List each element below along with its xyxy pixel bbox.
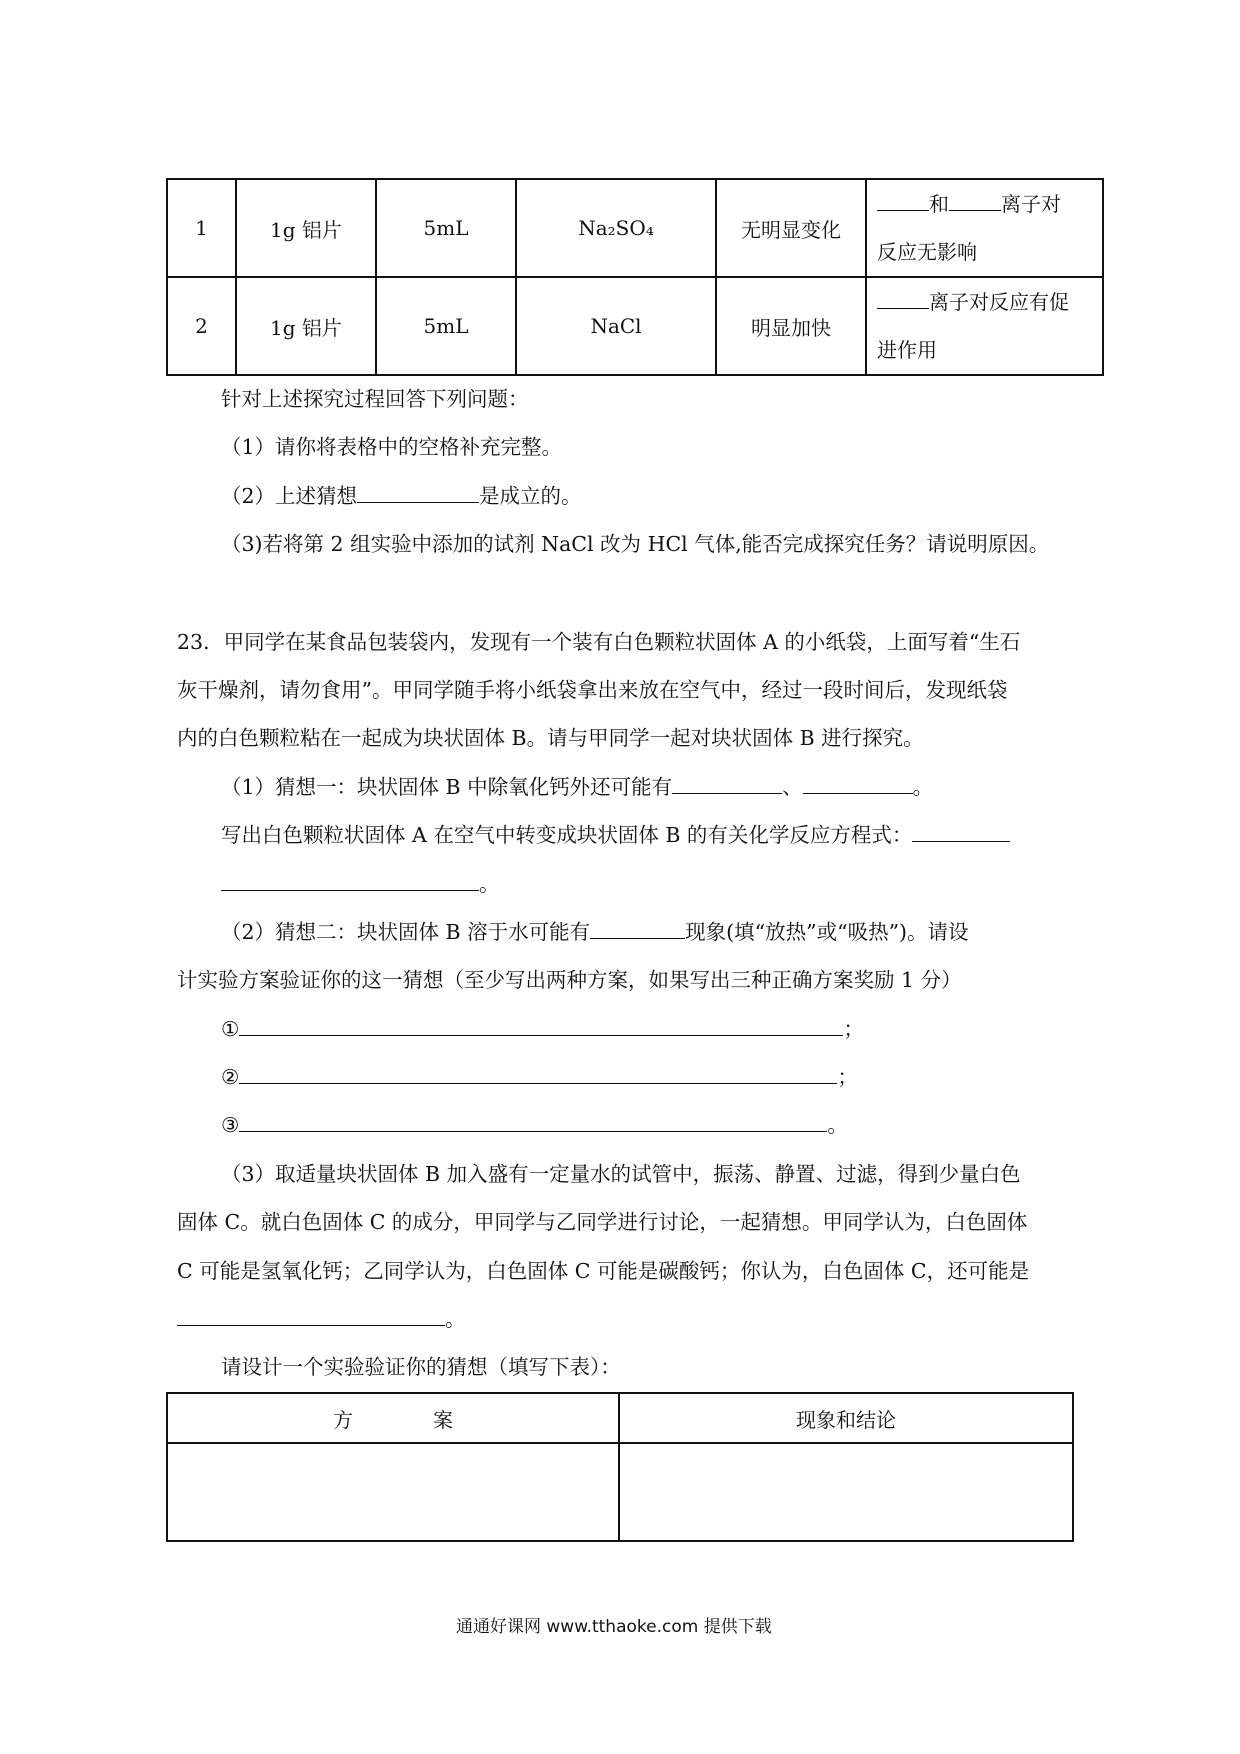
plan-table <box>166 1392 1074 1542</box>
equation-prompt: 写出白色颗粒状固体 A 在空气中转变成块状固体 B 的有关化学反应方程式： <box>221 821 1010 849</box>
guess-two: （2）猜想二：块状固体 B 溶于水可能有 现象(填“放热”或“吸热”)。请设 <box>221 920 969 944</box>
question-part-3: （3)若将第 2 组实验中添加的试剂 NaCl 改为 HCl 气体,能否完成探究任务？请说明原因。 <box>221 532 1050 556</box>
table-row <box>167 1443 1073 1541</box>
answer-cell[interactable] <box>619 1443 1073 1541</box>
answer-blank[interactable] <box>912 821 1010 842</box>
answer-blank[interactable] <box>803 773 913 794</box>
guess-one: （1）猜想一：块状固体 B 中除氧化钙外还可能有 、 。 <box>221 775 934 799</box>
column-header: 现象和结论 <box>619 1393 1073 1443</box>
question-23-line: 内的白色颗粒粘在一起成为块状固体 B。请与甲同学一起对块状固体 B 进行探究。 <box>177 726 924 750</box>
experiment-table <box>166 178 1104 376</box>
footer-text: 通通好课网 www.tthaoke.com 提供下载 <box>456 1617 772 1637</box>
equation-line: 。 <box>221 870 500 898</box>
answer-blank[interactable] <box>877 288 929 309</box>
row-number: 2 <box>167 277 236 375</box>
phenomenon-cell: 无明显变化 <box>716 179 866 277</box>
reagent-cell: NaCl <box>516 277 716 375</box>
phenomenon-cell: 明显加快 <box>716 277 866 375</box>
reagent-cell: Na₂SO₄ <box>516 179 716 277</box>
column-header: 方 案 <box>167 1393 619 1443</box>
row-number: 1 <box>167 179 236 277</box>
table-row <box>167 277 1103 375</box>
answer-cell[interactable] <box>167 1443 619 1541</box>
answer-blank[interactable] <box>357 482 479 503</box>
conclusion-cell: 和 离子对 反应无影响 <box>866 179 1103 277</box>
plan-line-1: ① ； <box>221 1017 864 1041</box>
answer-blank[interactable] <box>221 870 479 891</box>
guess-two-cont: 计实验方案验证你的这一猜想（至少写出两种方案，如果写出三种正确方案奖励 1 分） <box>177 968 962 992</box>
table-header-row <box>167 1393 1073 1443</box>
answer-blank[interactable] <box>590 918 685 939</box>
question-23-line: 23．甲同学在某食品包装袋内，发现有一个装有白色颗粒状固体 A 的小纸袋，上面写着“生石 <box>177 630 1021 654</box>
question-23-line: 灰干燥剂，请勿食用”。甲同学随手将小纸袋拿出来放在空气中，经过一段时间后，发现纸袋 <box>177 678 1008 702</box>
answer-blank[interactable] <box>239 1111 827 1132</box>
metal-cell: 1g 铝片 <box>236 277 376 375</box>
volume-cell: 5mL <box>376 179 516 277</box>
answer-blank[interactable] <box>239 1063 837 1084</box>
question-part-2: （2）上述猜想 是成立的。 <box>221 484 582 508</box>
table-instruction: 请设计一个实验验证你的猜想（填写下表）： <box>221 1355 621 1379</box>
question-intro: 针对上述探究过程回答下列问题： <box>221 387 529 411</box>
plan-line-3: ③ 。 <box>221 1113 848 1137</box>
part-three-answer: 。 <box>177 1305 466 1333</box>
answer-blank[interactable] <box>177 1305 445 1326</box>
plan-line-2: ② ； <box>221 1065 858 1089</box>
metal-cell: 1g 铝片 <box>236 179 376 277</box>
volume-cell: 5mL <box>376 277 516 375</box>
part-three-line: 固体 C。就白色固体 C 的成分，甲同学与乙同学进行讨论，一起猜想。甲同学认为，白色固体 <box>177 1210 1028 1234</box>
table-row <box>167 179 1103 277</box>
conclusion-cell: 离子对反应有促 进作用 <box>866 277 1103 375</box>
part-three-line: C 可能是氢氧化钙；乙同学认为，白色固体 C 可能是碳酸钙；你认为，白色固体 C，还可能是 <box>177 1259 1030 1283</box>
part-three-line: （3）取适量块状固体 B 加入盛有一定量水的试管中，振荡、静置、过滤，得到少量白色 <box>221 1162 1021 1186</box>
answer-blank[interactable] <box>239 1015 843 1036</box>
answer-blank[interactable] <box>949 190 1001 211</box>
question-part-1: （1）请你将表格中的空格补充完整。 <box>221 435 563 459</box>
answer-blank[interactable] <box>877 190 929 211</box>
answer-blank[interactable] <box>672 773 782 794</box>
